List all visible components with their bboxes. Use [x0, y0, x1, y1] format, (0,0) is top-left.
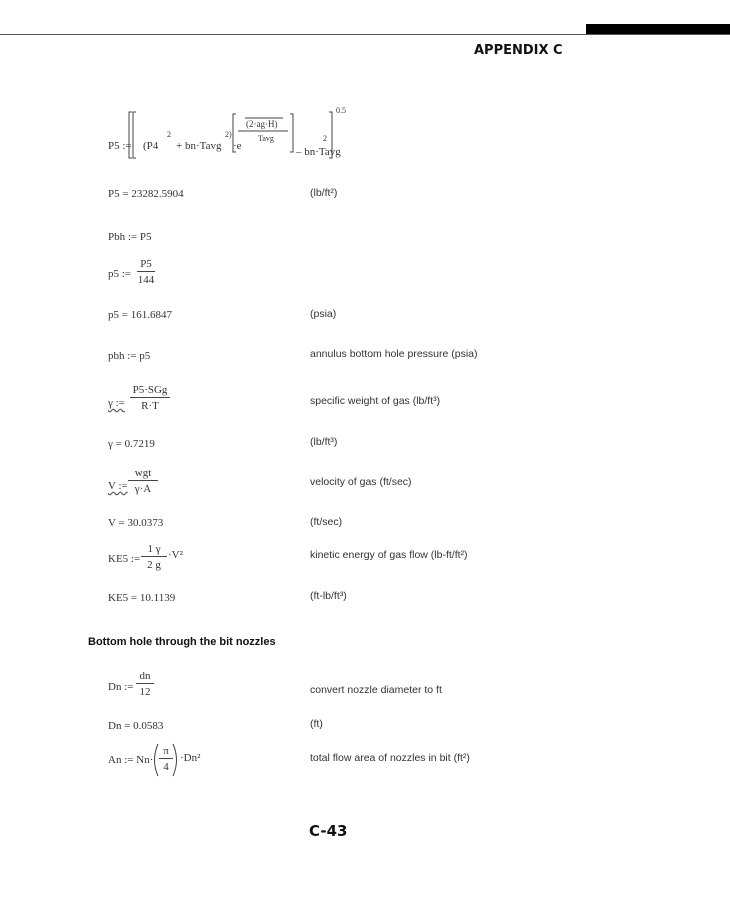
an-frac: [159, 745, 173, 773]
p5-exp-den: Tavg: [258, 134, 274, 143]
velocity-unit: (ft/sec): [310, 516, 343, 528]
pbh-desc: annulus bottom hole pressure (psia): [310, 348, 478, 360]
an-tail: ·Dn²: [180, 752, 201, 764]
p5-psia-num: P5: [137, 258, 155, 272]
p5-psia-unit: (psia): [310, 308, 337, 320]
p5-psia-result: p5 = 161.6847: [108, 309, 172, 321]
gamma-desc: specific weight of gas (lb/ft³): [310, 395, 441, 407]
ke-tail: ·V²: [168, 549, 183, 561]
page-number: C-43: [309, 822, 348, 840]
p5-exp-num: (2·ag·H): [246, 119, 278, 129]
an-lhs: An := Nn·: [108, 754, 154, 766]
ke-lhs: KE5 :=: [108, 553, 141, 565]
velocity-num: wgt: [128, 467, 158, 481]
p5-lhs: P5 :=: [108, 140, 132, 152]
ke-unit: (ft-lb/ft³): [310, 590, 347, 602]
p5-result-unit: (lb/ft²): [310, 187, 338, 199]
p5-sq2: 2): [225, 130, 232, 139]
appendix-title: APPENDIX C: [474, 43, 563, 58]
velocity-desc: velocity of gas (ft/sec): [310, 476, 412, 488]
ke-den: 2 g: [147, 559, 161, 571]
dn-desc: convert nozzle diameter to ft: [310, 684, 442, 696]
section-heading: Bottom hole through the bit nozzles: [88, 636, 276, 648]
velocity-result: V = 30.0373: [108, 517, 164, 529]
p5-power: 0.5: [336, 106, 346, 115]
p5-psia-lhs: p5 :=: [108, 268, 132, 280]
ke-num: 1 γ: [141, 543, 167, 557]
pbh-assign: Pbh := P5: [108, 231, 152, 243]
an-num: π: [159, 745, 173, 759]
p5-plus-b: + bn·Tavg: [176, 140, 222, 152]
ke-result: KE5 = 10.1139: [108, 592, 176, 604]
dn-lhs: Dn :=: [108, 681, 134, 693]
ke-desc: kinetic energy of gas flow (lb-ft/ft²): [310, 549, 468, 561]
an-den: 4: [163, 761, 169, 773]
gamma-num: P5·SGg: [130, 384, 170, 398]
p5-base: (P4: [143, 140, 159, 152]
dn-result: Dn = 0.0583: [108, 720, 164, 732]
p5-outer-sq: 2: [323, 134, 327, 143]
velocity-lhs: V :=: [108, 480, 128, 492]
pbh-psia-assign: pbh := p5: [108, 350, 151, 362]
dn-num: dn: [136, 670, 154, 684]
p5-e: ·e: [233, 140, 242, 152]
dn-unit: (ft): [310, 718, 323, 730]
p5-minus: – bn·Tavg: [296, 146, 341, 158]
gamma-lhs: γ :=: [108, 397, 125, 409]
dn-den: 12: [139, 686, 151, 698]
p5-psia-den: 144: [137, 274, 155, 286]
an-desc: total flow area of nozzles in bit (ft²): [310, 752, 470, 764]
velocity-den: γ·A: [134, 483, 152, 495]
gamma-den: R·T: [141, 400, 159, 412]
p5-sq: 2: [167, 130, 171, 139]
p5-result: P5 = 23282.5904: [108, 188, 184, 200]
gamma-unit: (lb/ft³): [310, 436, 338, 448]
gamma-result: γ = 0.7219: [108, 438, 155, 450]
